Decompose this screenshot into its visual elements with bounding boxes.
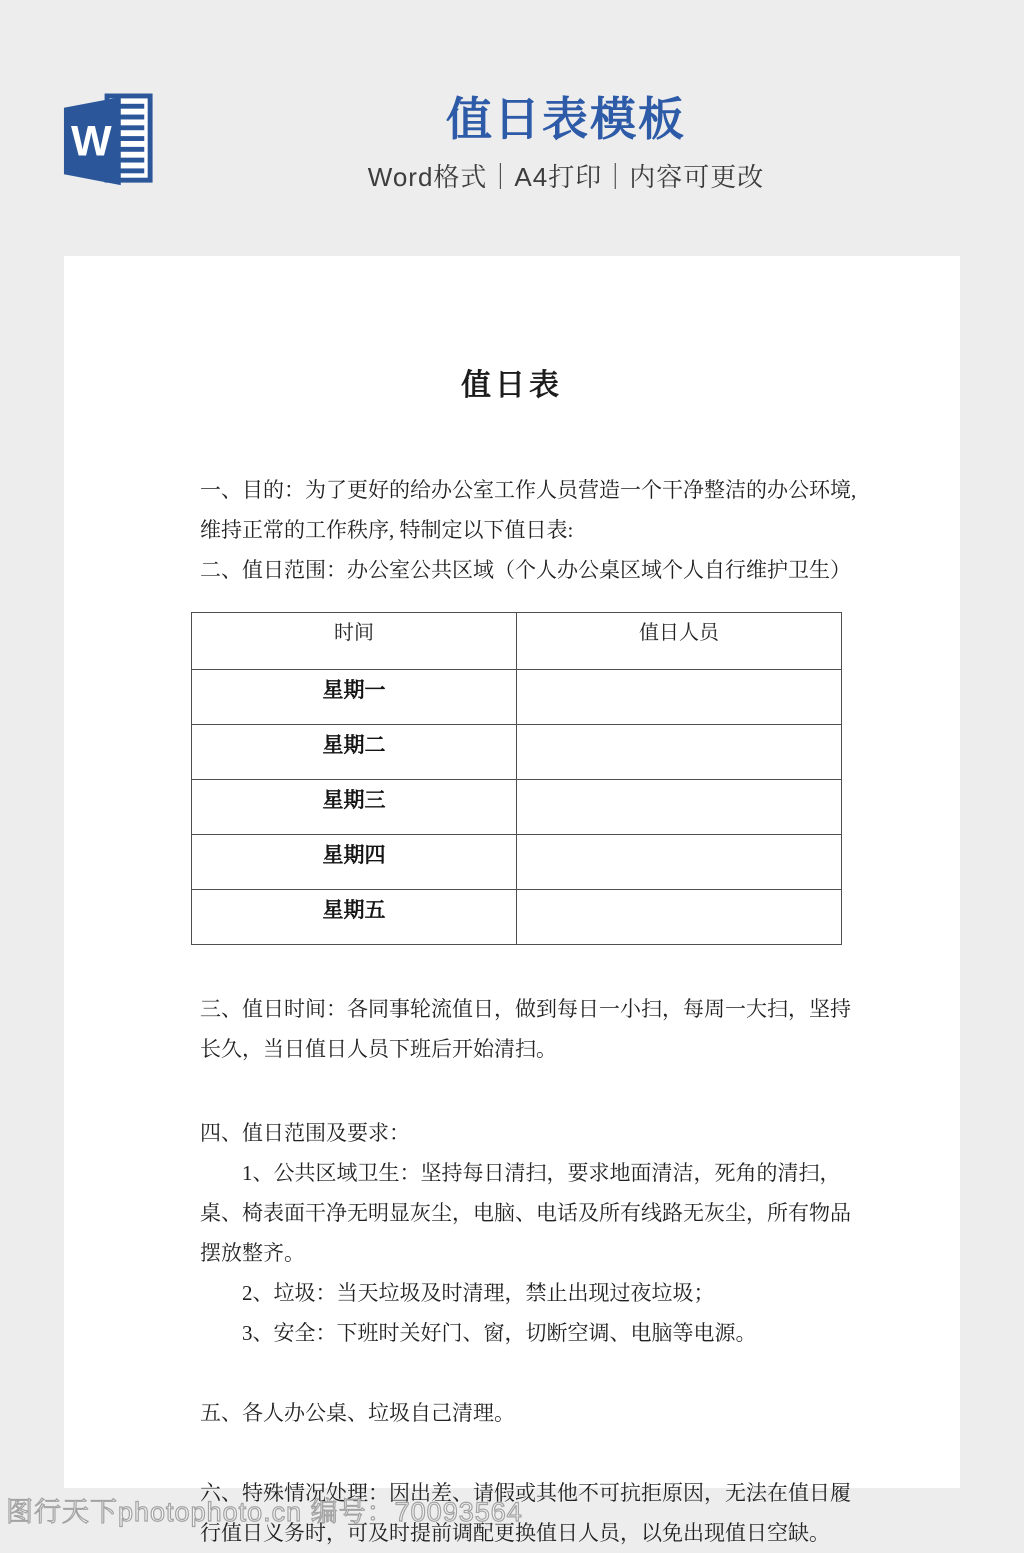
- day-cell-friday: 星期五: [192, 890, 517, 945]
- paragraph-scope: 二、值日范围：办公室公共区域（个人办公桌区域个人自行维护卫生）: [200, 558, 851, 582]
- table-row: [192, 780, 842, 835]
- paragraph-duty-time: 三、值日时间：各同事轮流值日，做到每日一小扫，每周一大扫，坚持长久，当日值日人员下班后开始清扫。: [200, 997, 851, 1061]
- table-row: [192, 725, 842, 780]
- person-cell: [517, 835, 842, 890]
- table-row: [192, 670, 842, 725]
- table-header-row: [192, 613, 842, 670]
- day-cell-tuesday: 星期二: [192, 725, 517, 780]
- person-cell: [517, 780, 842, 835]
- document-title: 值日表: [461, 369, 563, 402]
- svg-text:W: W: [71, 117, 112, 166]
- column-header-person: 值日人员: [517, 613, 842, 670]
- template-title: 值日表模板: [446, 93, 686, 145]
- day-cell-monday: 星期一: [192, 670, 517, 725]
- site-watermark: 图行天下photophoto.cn 编号：70093564: [6, 1497, 523, 1527]
- person-cell: [517, 890, 842, 945]
- column-header-time: 时间: [192, 613, 517, 670]
- person-cell: [517, 725, 842, 780]
- paragraph-requirement-3: 3、安全：下班时关好门、窗，切断空调、电脑等电源。: [242, 1321, 757, 1345]
- paragraph-requirement-1: 1、公共区域卫生：坚持每日清扫，要求地面清洁，死角的清扫，桌、椅表面干净无明显灰尘，电脑、电话及所有线路无灰尘，所有物品摆放整齐。: [200, 1161, 851, 1265]
- document-body: [64, 470, 960, 1553]
- day-cell-wednesday: 星期三: [192, 780, 517, 835]
- paragraph-purpose: 一、目的：为了更好的给办公室工作人员营造一个干净整洁的办公环境, 维持正常的工作秩序, 特制定以下值日表:: [200, 478, 857, 542]
- paragraph-requirement-2: 2、垃圾：当天垃圾及时清理，禁止出现过夜垃圾；: [242, 1281, 715, 1305]
- header-text-block: [0, 94, 1024, 194]
- person-cell: [517, 670, 842, 725]
- paragraph-personal-desk: 五、各人办公桌、垃圾自己清理。: [200, 1401, 515, 1425]
- day-cell-thursday: 星期四: [192, 835, 517, 890]
- template-subtitle: Word格式｜A4打印｜内容可更改: [367, 161, 765, 192]
- paragraph-special-cases: 六、特殊情况处理：因出差、请假或其他不可抗拒原因，无法在值日履行值日义务时，可及时提前调配更换值日人员，以免出现值日空缺。: [200, 1481, 851, 1545]
- table-row: [192, 835, 842, 890]
- duty-roster-table: [191, 612, 842, 945]
- table-row: [192, 890, 842, 945]
- paragraph-requirements-head: 四、值日范围及要求：: [200, 1121, 410, 1145]
